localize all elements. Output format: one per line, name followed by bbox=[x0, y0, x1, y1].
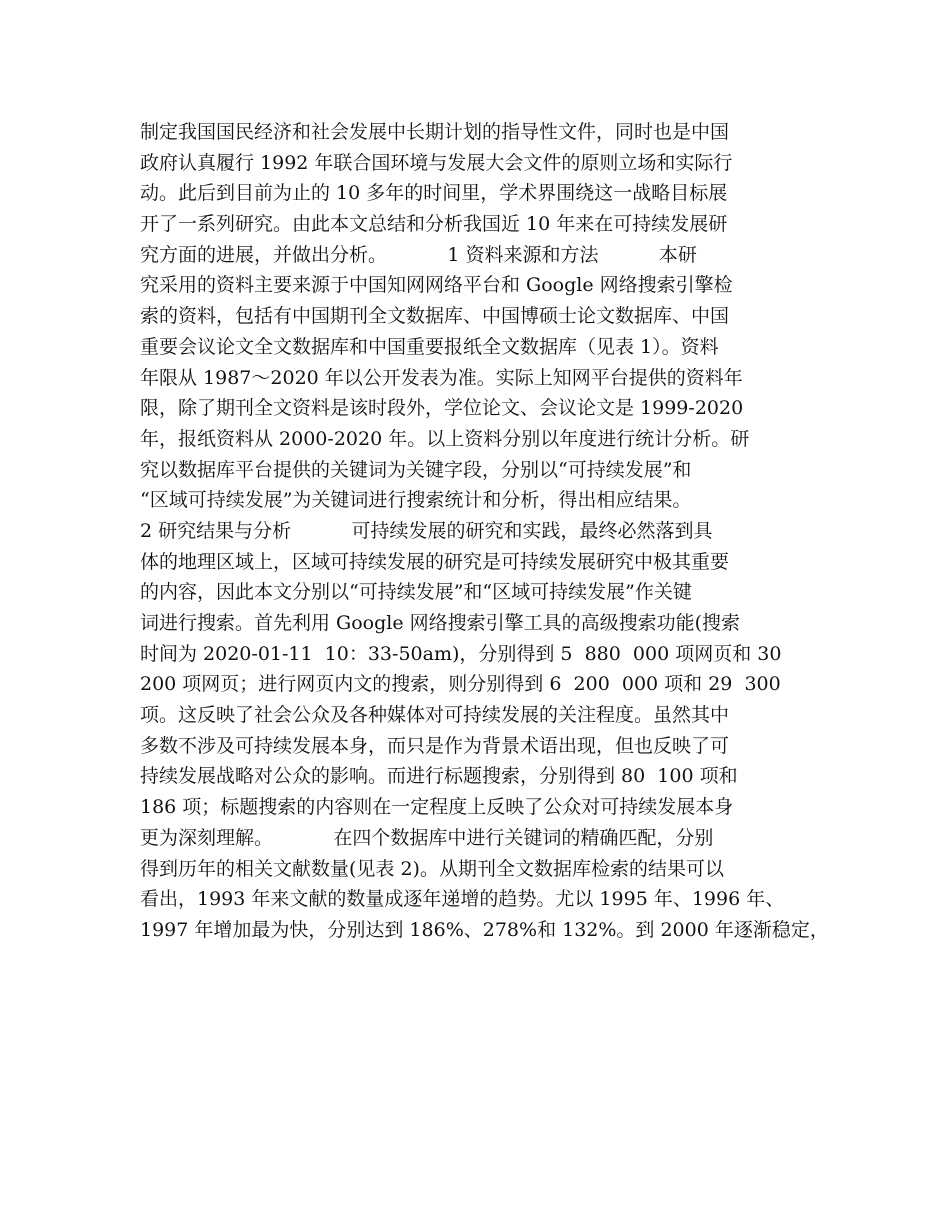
text-line: 索的资料，包括有中国期刊全文数据库、中国博硕士论文数据库、中国 bbox=[140, 305, 730, 328]
text-line: 的内容，因此本文分别以“可持续发展”和“区域可持续发展”作关键 bbox=[140, 581, 692, 604]
text-line: 体的地理区域上，区域可持续发展的研究是可持续发展研究中极其重要 bbox=[140, 550, 730, 573]
text-line: 制定我国国民经济和社会发展中长期计划的指导性文件，同时也是中国 bbox=[140, 121, 730, 143]
text-line: 持续发展战略对公众的影响。而进行标题搜索，分别得到 80 100 项和 bbox=[140, 765, 738, 788]
text-line: 政府认真履行 1992 年联合国环境与发展大会文件的原则立场和实际行 bbox=[140, 151, 733, 174]
text-line: 限，除了期刊全文资料是该时段外，学位论文、会议论文是 1999-2020 bbox=[140, 397, 744, 420]
text-line: 更为深刻理解。 在四个数据库中进行关键词的精确匹配，分别 bbox=[140, 826, 714, 849]
text-line: 时间为 2020-01-11 10：33-50am)，分别得到 5 880 000 项网页和 30 bbox=[140, 642, 782, 665]
text-line: 项。这反映了社会公众及各种媒体对可持续发展的关注程度。虽然其中 bbox=[140, 704, 730, 727]
text-line: 究采用的资料主要来源于中国知网网络平台和 Google 网络搜索引擎检 bbox=[140, 274, 733, 297]
text-line: 动。此后到目前为止的 10 多年的时间里，学术界围绕这一战略目标展 bbox=[140, 182, 728, 205]
body-text bbox=[140, 117, 830, 946]
text-line: 年，报纸资料从 2000-2020 年。以上资料分别以年度进行统计分析。研 bbox=[140, 427, 750, 450]
text-line: 究方面的进展，并做出分析。 1 资料来源和方法 本研 bbox=[140, 243, 697, 266]
text-line: 2 研究结果与分析 可持续发展的研究和实践，最终必然落到具 bbox=[140, 519, 713, 542]
text-line: “区域可持续发展”为关键词进行搜索统计和分析，得出相应结果。 bbox=[140, 489, 692, 512]
text-line: 多数不涉及可持续发展本身，而只是作为背景术语出现，但也反映了可 bbox=[140, 734, 730, 757]
text-line: 开了一系列研究。由此本文总结和分析我国近 10 年来在可持续发展研 bbox=[140, 213, 728, 236]
text-line: 年限从 1987～2020 年以公开发表为准。实际上知网平台提供的资料年 bbox=[140, 366, 743, 389]
text-line: 1997 年增加最为快，分别达到 186%、278%和 132%。到 2000 年逐渐稳定， bbox=[140, 918, 829, 941]
text-line: 究以数据库平台提供的关键词为关键字段，分别以“可持续发展”和 bbox=[140, 458, 692, 481]
text-line: 词进行搜索。首先利用 Google 网络搜索引擎工具的高级搜索功能(搜索 bbox=[140, 612, 741, 634]
text-line: 200 项网页；进行网页内文的搜索，则分别得到 6 200 000 项和 29 300 bbox=[140, 673, 781, 696]
text-line: 186 项；标题搜索的内容则在一定程度上反映了公众对可持续发展本身 bbox=[140, 796, 734, 819]
text-line: 重要会议论文全文数据库和中国重要报纸全文数据库（见表 1）。资料 bbox=[140, 335, 719, 358]
text-line: 得到历年的相关文献数量(见表 2)。从期刊全文数据库检索的结果可以 bbox=[140, 857, 724, 880]
text-line: 看出，1993 年来文献的数量成逐年递增的趋势。尤以 1995 年、1996 年、 bbox=[140, 888, 785, 911]
